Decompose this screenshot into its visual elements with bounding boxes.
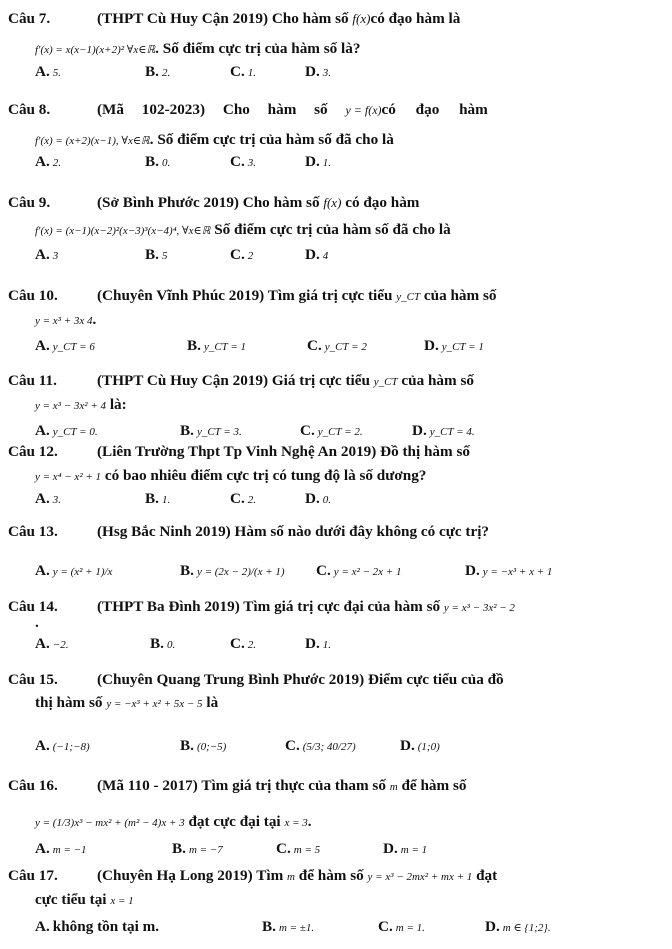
option-value: m = −1 [52,844,87,856]
question-8-line-2 [35,131,394,150]
option-label: C. [230,153,245,170]
math-expression: y = x³ − 2mx² + mx + 1 [367,871,473,883]
option-value: y_CT = 3. [196,426,242,438]
option-value: m = 5 [293,844,321,856]
option-value: 4 [322,250,329,262]
question-text: (Liên Trường Thpt Tp Vinh Nghệ An 2019) Đồ thị hàm số [97,443,470,460]
question-text: có đạo hàm [341,194,420,211]
option-d[interactable] [485,918,551,937]
option-d[interactable] [305,63,331,82]
question-17-line-2 [35,891,134,910]
question-15-number: Câu 15. [8,671,58,688]
question-text: là [202,694,219,711]
option-value: 5 [161,250,168,262]
question-text: để hàm số [294,867,368,884]
option-label: B. [145,63,159,80]
option-value: y_CT = 1 [441,341,484,353]
option-label: B. [145,490,159,507]
option-c[interactable] [230,490,256,509]
question-text: của hàm số [397,372,474,389]
question-text: cực tiểu tại [35,891,111,908]
option-label: A. [35,737,50,754]
option-label: B. [180,562,194,579]
option-label: D. [305,246,320,263]
option-value: 2. [247,494,257,506]
math-expression: f′(x) = (x+2)(x−1), ∀x∈ℝ [35,135,150,147]
question-12-number: Câu 12. [8,443,58,460]
question-text: . Số điểm cực trị của hàm số là? [155,40,361,57]
option-a[interactable] [35,918,159,936]
option-label: D. [400,737,415,754]
question-text: có đạo hàm là [370,10,461,27]
option-value: m = 1 [400,844,428,856]
question-14-text [97,598,515,617]
option-value: 3. [247,157,257,169]
question-text: . Số điểm cực trị của hàm số đã cho là [149,131,394,148]
option-label: A. [35,918,50,935]
option-value: (1;0) [417,741,440,753]
option-value: y_CT = 1 [203,341,246,353]
option-label: D. [305,490,320,507]
question-text: của hàm số [420,287,497,304]
option-value: 3 [52,250,59,262]
question-16-line-2 [35,813,312,832]
option-label: D. [465,562,480,579]
question-8-number: Câu 8. [8,101,51,118]
question-text: (THPT Cù Huy Cận 2019) Giá trị cực tiểu [97,372,374,389]
option-label: C. [276,840,291,857]
option-b[interactable] [180,422,242,441]
option-b[interactable] [145,490,170,509]
question-13-text [97,523,489,541]
question-text: (Sở Bình Phước 2019) Cho hàm số [97,194,324,211]
math-expression: m [389,781,398,793]
question-15-text [97,671,504,689]
question-text: là: [106,396,127,413]
question-text: (THPT Ba Đình 2019) Tìm giá trị cực đại của hàm số [97,598,444,615]
option-label: C. [230,490,245,507]
option-b[interactable] [262,918,314,937]
math-expression: f′(x) = (x−1)(x−2)²(x−3)³(x−4)⁴, ∀x∈ℝ [35,225,211,237]
question-16-text [97,777,466,796]
option-a[interactable] [35,246,58,265]
question-text: . [35,614,39,631]
option-b[interactable] [180,737,226,756]
math-expression: m [287,871,295,883]
option-label: A. [35,153,50,170]
option-d[interactable] [400,737,440,756]
option-value: 1. [322,639,332,651]
option-label: B. [187,337,201,354]
option-label: D. [424,337,439,354]
question-15-line-2 [35,694,218,713]
option-value: y_CT = 6 [52,341,95,353]
option-b[interactable] [150,635,175,654]
option-value: 2. [52,157,62,169]
math-expression: x = 3 [284,817,308,829]
question-9-line-2 [35,221,451,240]
option-value: 2 [247,250,254,262]
option-value: m = ±1. [278,922,315,934]
option-label: A. [35,490,50,507]
question-text: có đạo hàm [381,101,488,118]
option-value: 2. [247,639,257,651]
option-c[interactable] [300,422,363,441]
option-value: 5. [52,67,62,79]
math-expression: y = x³ − 3x² + 4 [35,400,107,412]
question-text: (Chuyên Hạ Long 2019) Tìm [97,867,288,884]
option-label: D. [305,635,320,652]
option-value: không tồn tại m. [52,918,160,935]
option-a[interactable] [35,422,98,441]
option-value: 0. [161,157,171,169]
question-16-number: Câu 16. [8,777,58,794]
math-expression: y = x³ − 3x² − 2 [443,602,515,614]
question-7-text [97,10,460,28]
option-label: A. [35,63,50,80]
question-11-number: Câu 11. [8,372,57,389]
option-label: D. [412,422,427,439]
option-value: y_CT = 2 [324,341,367,353]
option-d[interactable] [383,840,427,859]
question-14-line-2 [35,614,39,632]
option-a[interactable] [35,153,61,172]
math-expression: y = (1/3)x³ − mx² + (m² − 4)x + 3 [35,817,185,829]
option-c[interactable] [230,246,253,265]
question-13-number: Câu 13. [8,523,58,540]
option-label: B. [150,635,164,652]
option-label: C. [285,737,300,754]
option-c[interactable] [230,63,256,82]
option-label: C. [230,635,245,652]
option-label: D. [305,153,320,170]
option-value: y = x² − 2x + 1 [333,566,402,578]
option-value: 3. [52,494,62,506]
option-value: −2. [52,639,69,651]
option-c[interactable] [378,918,425,937]
question-17-text [97,867,497,886]
question-text: (Mã 110 - 2017) Tìm giá trị thực của tham số [97,777,390,794]
option-label: B. [180,422,194,439]
option-label: D. [485,918,500,935]
question-9-number: Câu 9. [8,194,51,211]
option-label: C. [316,562,331,579]
option-label: A. [35,246,50,263]
option-label: B. [262,918,276,935]
option-value: 3. [322,67,332,79]
math-expression: f′(x) = x(x−1)(x+2)² ∀x∈ℝ [35,44,156,56]
math-expression: y = x⁴ − x² + 1 [35,471,102,483]
question-text: (Mã 102-2023) Cho hàm số [97,101,346,118]
option-d[interactable] [424,337,484,356]
question-text: (THPT Cù Huy Cận 2019) Cho hàm số [97,10,353,27]
option-c[interactable] [285,737,356,756]
option-label: B. [172,840,186,857]
question-12-line-2 [35,467,426,486]
option-value: (5/3; 40/27) [302,741,356,753]
question-text: có bao nhiêu điểm cực trị có tung độ là số dương? [101,467,427,484]
option-b[interactable] [187,337,246,356]
option-value: 0. [322,494,332,506]
option-label: A. [35,337,50,354]
option-label: C. [230,246,245,263]
option-label: D. [305,63,320,80]
option-c[interactable] [230,635,256,654]
question-7-number: Câu 7. [8,10,51,27]
question-text: để hàm số [397,777,467,794]
question-text: đạt cực đại tại [184,813,285,830]
question-text: đạt [472,867,498,884]
option-d[interactable] [305,246,328,265]
option-value: y_CT = 0. [52,426,98,438]
option-value: y = (x² + 1)/x [52,566,113,578]
math-expression: y_CT [373,376,398,388]
option-b[interactable] [145,153,170,172]
option-c[interactable] [276,840,320,859]
option-b[interactable] [145,63,170,82]
option-value: m = 1. [395,922,425,934]
option-d[interactable] [305,153,331,172]
option-b[interactable] [180,562,285,581]
option-value: 2. [161,67,171,79]
question-7-line-2 [35,40,360,59]
option-b[interactable] [145,246,167,265]
option-label: A. [35,635,50,652]
math-expression: x = 1 [110,895,134,907]
question-text: (Hsg Bắc Ninh 2019) Hàm số nào dưới đây không có cực trị? [97,523,490,540]
math-expression: f(x) [323,195,342,210]
question-10-text [97,287,496,306]
option-c[interactable] [316,562,401,581]
option-value: y_CT = 2. [317,426,363,438]
option-label: B. [145,246,159,263]
option-d[interactable] [465,562,552,581]
question-text: (Chuyên Vĩnh Phúc 2019) Tìm giá trị cực tiểu [97,287,397,304]
option-value: 1. [161,494,171,506]
option-value: 1. [322,157,332,169]
question-17-number: Câu 17. [8,867,58,884]
option-a[interactable] [35,490,61,509]
option-value: y = −x³ + x + 1 [482,566,553,578]
option-b[interactable] [172,840,223,859]
option-label: A. [35,840,50,857]
option-d[interactable] [305,490,331,509]
option-label: C. [300,422,315,439]
option-c[interactable] [307,337,367,356]
option-label: A. [35,422,50,439]
option-d[interactable] [305,635,331,654]
question-12-text [97,443,470,461]
question-11-text [97,372,474,391]
math-expression: f(x) [352,11,371,26]
math-expression: y = x³ + 3x 4 [35,315,93,327]
option-d[interactable] [412,422,475,441]
option-value: y = (2x − 2)/(x + 1) [196,566,285,578]
question-14-number: Câu 14. [8,598,58,615]
option-value: y_CT = 4. [429,426,475,438]
option-label: D. [383,840,398,857]
option-a[interactable] [35,63,61,82]
math-expression: y = −x³ + x² + 5x − 5 [106,698,203,710]
question-text: thị hàm số [35,694,107,711]
option-label: C. [307,337,322,354]
question-11-line-2 [35,396,127,415]
question-text: . [92,311,97,328]
option-label: B. [180,737,194,754]
option-value: m ∈ {1;2}. [502,922,551,934]
question-text: . [307,813,312,830]
option-value: m = −7 [188,844,223,856]
option-value: 0. [166,639,176,651]
option-a[interactable] [35,337,95,356]
option-value: 1. [247,67,257,79]
question-10-line-2 [35,311,96,330]
question-text: (Chuyên Quang Trung Bình Phước 2019) Điểm cực tiểu của đồ [97,671,504,688]
option-a[interactable] [35,635,68,654]
question-8-text [97,101,657,119]
option-label: A. [35,562,50,579]
question-9-text [97,194,419,212]
option-a[interactable] [35,562,112,581]
question-text: Số điểm cực trị của hàm số đã cho là [210,221,451,238]
option-label: C. [230,63,245,80]
option-label: B. [145,153,159,170]
option-value: (0;−5) [196,741,227,753]
option-label: C. [378,918,393,935]
option-a[interactable] [35,840,87,859]
option-c[interactable] [230,153,256,172]
math-expression: y = f(x) [345,103,382,117]
option-value: (−1;−8) [52,741,90,753]
math-expression: y_CT [396,291,421,303]
question-10-number: Câu 10. [8,287,58,304]
option-a[interactable] [35,737,90,756]
